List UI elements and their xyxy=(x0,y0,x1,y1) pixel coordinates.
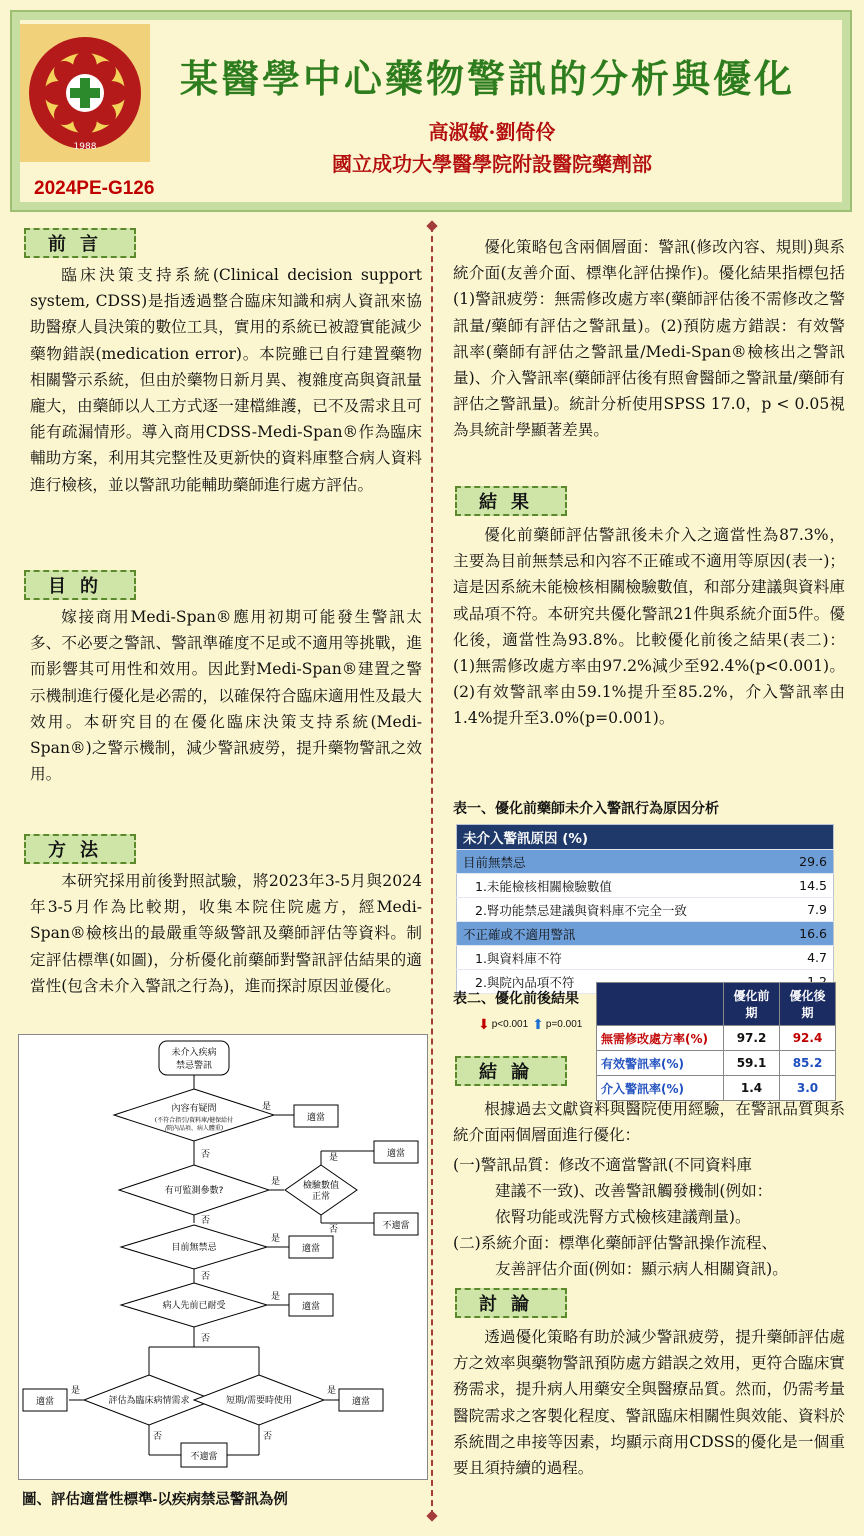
divider-bottom-marker xyxy=(426,1510,437,1521)
svg-text:禁忌警訊: 禁忌警訊 xyxy=(175,1061,213,1071)
svg-text:不適當: 不適當 xyxy=(382,1221,410,1231)
svg-text:病人先前已耐受: 病人先前已耐受 xyxy=(162,1301,226,1311)
svg-text:否: 否 xyxy=(201,1150,211,1160)
section-heading-intro: 前言 xyxy=(24,228,136,258)
svg-text:否: 否 xyxy=(329,1225,339,1235)
table1-header: 未介入警訊原因 (%) xyxy=(457,825,834,850)
svg-text:(不符合指引/資料庫/健保給付: (不符合指引/資料庫/健保給付 xyxy=(154,1117,234,1124)
table-row: 目前無禁忌 29.6 xyxy=(457,850,834,874)
table-row: 2.與院內品項不符 xyxy=(457,970,834,994)
svg-text:適當: 適當 xyxy=(386,1149,406,1159)
svg-text:適當: 適當 xyxy=(306,1113,326,1123)
table-row: 無需修改處方率(%) 97.2 92.4 xyxy=(597,1026,836,1051)
flow-decision-content-question xyxy=(114,1089,274,1141)
section-heading-discussion: 討論 xyxy=(455,1288,567,1318)
figure-caption: 圖、評估適當性標準-以疾病禁忌警訊為例 xyxy=(22,1492,288,1508)
svg-text:適當: 適當 xyxy=(35,1397,55,1407)
svg-text:1988: 1988 xyxy=(73,142,97,152)
svg-text:否: 否 xyxy=(263,1432,273,1442)
poster-code: 2024PE-G126 xyxy=(34,178,155,199)
section-heading-results: 結果 xyxy=(455,486,567,516)
svg-text:是: 是 xyxy=(271,1177,281,1187)
table-row: 不正確或不適用警訊 16.6 xyxy=(457,922,834,946)
svg-text:否: 否 xyxy=(201,1216,211,1226)
methods-paragraph: 本研究採用前後對照試驗，將2023年3-5月與2024年3-5月作為比較期，收集本院住院處方，經Medi-Span®檢核出的最嚴重等級警訊及藥師評估等資料。制定評估標準(如圖)，分析優化前藥師對警訊評估結果的適當性(包含未介入警訊之行為)，進而探討原因並優化。 xyxy=(30,872,422,995)
arrow-up-icon: ⬆ xyxy=(532,1016,544,1032)
svg-text:短期/需要時使用: 短期/需要時使用 xyxy=(225,1396,293,1406)
svg-text:有可監測參數?: 有可監測參數? xyxy=(164,1186,224,1196)
table-row: 介入警訊率(%) 1.4 3.0 xyxy=(597,1076,836,1101)
intro-paragraph: 臨床決策支持系統(Clinical decision support system, CDSS)是指透過整合臨床知識和病人資訊來協助醫療人員決策的數位工具，實用的系統已被證實能減少藥物錯誤(medication error)。本院雖已自行建置藥物相關警示系統，但由於藥物日新月異、複雜度高與資訊量龐大，由藥師以人工方式逐一建檔維護，已不及需求且可能有疏漏情形。導入商用CDSS-Medi-Span®作為臨床輔助方案，利用其完整性及更新快的資料庫整合病人資料進行檢核，並以警訊功能輔助藥師進行處方評估。 xyxy=(30,266,422,494)
svg-text:是: 是 xyxy=(262,1102,272,1112)
svg-text:是: 是 xyxy=(271,1292,281,1302)
table1-caption: 表一、優化前藥師未介入警訊行為原因分析 xyxy=(453,800,719,816)
conclusion-item: 友善評估介面(例如：顯示病人相關資訊)。 xyxy=(495,1260,788,1278)
svg-text:否: 否 xyxy=(153,1432,163,1442)
section-heading-conclusion: 結論 xyxy=(455,1056,567,1086)
table-row: 2.腎功能禁忌建議與資料庫不完全一致 7.9 xyxy=(457,898,834,922)
svg-text:是: 是 xyxy=(271,1234,281,1244)
divider-top-marker xyxy=(426,220,437,231)
authors: 高淑敏·劉倚伶 xyxy=(428,120,556,144)
svg-text:內容有疑問: 內容有疑問 xyxy=(171,1104,217,1114)
purpose-paragraph: 嫁接商用Medi-Span®應用初期可能發生警訊太多、不必要之警訊、警訊準確度不足或不適用等挑戰，進而影響其可用性和效用。因此對Medi-Span®建置之警示機制進行優化是必需的，以確保符合臨床適用性及最大效用。本研究目的在優化臨床決策支持系統(Medi-Span®)之警示機制，減少警訊疲勞，提升藥物警訊之效用。 xyxy=(30,608,422,784)
conclusion-paragraph: 根據過去文獻資料與醫院使用經驗，在警訊品質與系統介面兩個層面進行優化： xyxy=(453,1100,845,1145)
conclusion-item: (二)系統介面：標準化藥師評估警訊操作流程、 xyxy=(453,1234,778,1252)
table-row: 1.與資料庫不符 4.7 xyxy=(457,946,834,970)
poster-title: 某醫學中心藥物警訊的分析與優化 xyxy=(180,56,796,101)
col-pre-header: 優化前期 xyxy=(724,983,780,1026)
svg-text:檢驗數值: 檢驗數值 xyxy=(302,1181,340,1191)
evaluation-flowchart xyxy=(18,1034,428,1480)
pre-post-table xyxy=(596,982,836,1101)
conclusion-item: 建議不一致)、改善警訊觸發機制(例如： xyxy=(495,1182,773,1200)
svg-text:否: 否 xyxy=(201,1334,211,1344)
svg-text:不適當: 不適當 xyxy=(190,1452,218,1462)
svg-text:評估為臨床病情需求: 評估為臨床病情需求 xyxy=(108,1396,190,1406)
svg-text:是: 是 xyxy=(327,1386,337,1396)
svg-text:未介入疾病: 未介入疾病 xyxy=(171,1048,217,1058)
conclusion-item: 依腎功能或洗腎方式檢核建議劑量)。 xyxy=(495,1208,751,1226)
reasons-table xyxy=(456,824,834,994)
arrow-down-icon: ⬇ xyxy=(478,1016,490,1032)
table2-caption: 表二、優化前後結果 xyxy=(453,990,579,1006)
section-heading-methods: 方法 xyxy=(24,834,136,864)
svg-text:適當: 適當 xyxy=(301,1302,321,1312)
affiliation: 國立成功大學醫學院附設醫院藥劑部 xyxy=(332,152,652,176)
svg-text:正常: 正常 xyxy=(311,1192,331,1202)
svg-text:/院內品項、病人體重): /院內品項、病人體重) xyxy=(164,1125,224,1132)
significance-legend: ⬇ p<0.001 ⬆ p=0.001 xyxy=(478,1016,583,1032)
svg-text:是: 是 xyxy=(71,1386,81,1396)
svg-text:否: 否 xyxy=(201,1272,211,1282)
column-divider xyxy=(431,226,433,1516)
discussion-paragraph: 透過優化策略有助於減少警訊疲勞，提升藥師評估處方之效率與藥物警訊預防處方錯誤之效用，更符合臨床實務需求，提升病人用藥安全與醫療品質。然而，仍需考量醫院需求之客製化程度、警訊臨床相關性與效能、資料於系統間之串接等因素，均顯示商用CDSS的優化是一個重要且須持續的過程。 xyxy=(453,1328,845,1478)
section-heading-purpose: 目的 xyxy=(24,570,136,600)
results-paragraph: 優化前藥師評估警訊後未介入之適當性為87.3%，主要為目前無禁忌和內容不正確或不適用等原因(表一)；這是因系統未能檢核相關檢驗數值，和部分建議與資料庫或品項不符。本研究共優化警訊21件與系統介面5件。優化後，適當性為93.8%。比較優化前後之結果(表二)：(1)無需修改處方率由97.2%減少至92.4%(p<0.001)。(2)有效警訊率由59.1%提升至85.2%，介入警訊率由1.4%提升至3.0%(p=0.001)。 xyxy=(453,526,845,728)
svg-text:適當: 適當 xyxy=(351,1397,371,1407)
svg-text:是: 是 xyxy=(329,1153,339,1163)
svg-text:目前無禁忌: 目前無禁忌 xyxy=(171,1243,217,1253)
methods-continued-paragraph: 優化策略包含兩個層面：警訊(修改內容、規則)與系統介面(友善介面、標準化評估操作)。優化結果指標包括(1)警訊疲勞：無需修改處方率(藥師評估後不需修改之警訊量/藥師有評估之警訊量)。(2)預防處方錯誤：有效警訊率(藥師有評估之警訊量/Medi-Span®檢核出之警訊量)、介入警訊率(藥師評估後有照會醫師之警訊量/藥師有評估之警訊量)。統計分析使用SPSS 17.0，p < 0.05視為具統計學顯著差異。 xyxy=(453,238,845,440)
table-row: 有效警訊率(%) 59.1 85.2 xyxy=(597,1051,836,1076)
conclusion-item: (一)警訊品質：修改不適當警訊(不同資料庫 xyxy=(453,1156,752,1174)
table-row: 1.未能檢核相關檢驗數值 14.5 xyxy=(457,874,834,898)
svg-text:適當: 適當 xyxy=(301,1244,321,1254)
col-post-header: 優化後期 xyxy=(780,983,836,1026)
